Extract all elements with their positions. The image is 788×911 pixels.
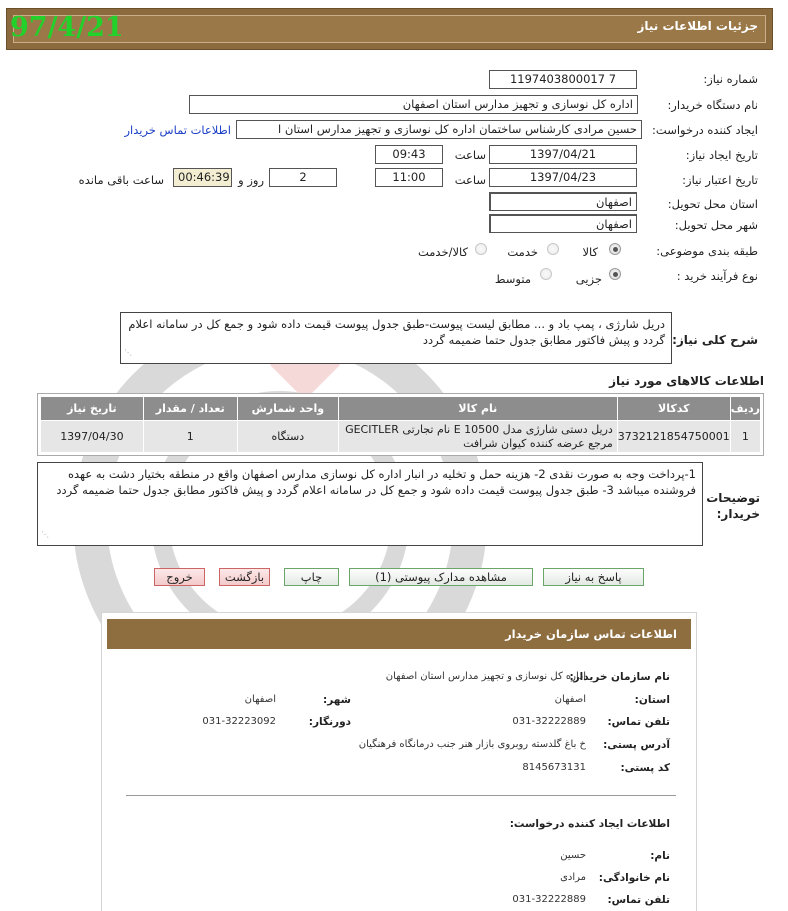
created-time-label: ساعت xyxy=(454,148,486,162)
category-radio-goods-service[interactable] xyxy=(475,243,487,255)
contact-panel-header xyxy=(107,619,691,649)
cell-qty: 1 xyxy=(143,421,237,453)
contact-fax-label: دورنگار: xyxy=(308,716,351,728)
remaining-days-field[interactable]: 2 xyxy=(269,168,337,187)
attachments-button[interactable]: مشاهده مدارک پیوستی (1) xyxy=(349,568,533,586)
contact-address-label: آدرس پستی: xyxy=(603,739,670,751)
city-label: شهر محل تحویل: xyxy=(674,218,758,232)
created-date-label: تاریخ ایجاد نیاز: xyxy=(685,148,758,162)
contact-phone-label: تلفن تماس: xyxy=(607,716,670,728)
contact-fax-value: 031-32223092 xyxy=(202,716,276,727)
requester-first-name-label: نام: xyxy=(650,850,670,862)
page-title: جزئیات اطلاعات نیاز xyxy=(637,19,758,33)
process-option-minor: جزیی xyxy=(575,272,602,286)
cell-date: 1397/04/30 xyxy=(41,421,144,453)
validity-date-field[interactable]: 1397/04/23 xyxy=(489,168,637,187)
contact-province-value: اصفهان xyxy=(554,694,586,705)
resize-grip-icon[interactable]: ⋰ xyxy=(124,348,132,357)
contact-city-label: شهر: xyxy=(323,694,351,706)
category-option-goods: کالا xyxy=(582,245,598,259)
province-field[interactable]: اصفهان xyxy=(489,192,637,211)
need-number-field[interactable]: 1197403800017 7 xyxy=(489,70,637,89)
description-label: شرح کلی نیاز: xyxy=(672,333,758,347)
validity-time-label: ساعت xyxy=(454,173,486,187)
requester-field[interactable]: حسین مرادی کارشناس ساختمان اداره کل نوسازی و تجهیز مدارس استان ا xyxy=(236,120,642,139)
cell-row: 1 xyxy=(730,421,760,453)
contact-postal-label: کد پستی: xyxy=(620,762,670,774)
reply-button[interactable]: پاسخ به نیاز xyxy=(543,568,644,586)
remaining-time-label: ساعت باقی مانده xyxy=(78,173,164,187)
buyer-notes-textarea[interactable] xyxy=(37,462,703,546)
buyer-notes-text: 1-پرداخت وجه به صورت نقدی 2- هزینه حمل و تخلیه در انبار اداره کل نوسازی مدارس اصفهان واقع در منطقه بختیار دشت به عهده فروشنده میباشد 3- طبق جدول پیوست قیمت داده شود و جمع کل در سامانه اعلام گردد و پیش فاکتور مطابق جدول حتما ضمیمه گردد xyxy=(56,467,696,497)
date-stamp: 97/4/21 xyxy=(10,12,124,43)
requester-info-title: اطلاعات ایجاد کننده درخواست: xyxy=(509,818,670,830)
buyer-contact-link[interactable]: اطلاعات تماس خریدار xyxy=(124,123,231,137)
requester-last-name-label: نام خانوادگی: xyxy=(598,872,670,884)
days-label: روز و xyxy=(238,173,264,187)
col-header-name: نام کالا xyxy=(338,397,617,421)
remaining-time-field: 00:46:39 xyxy=(173,168,232,187)
created-date-field[interactable]: 1397/04/21 xyxy=(489,145,637,164)
resize-grip-icon[interactable]: ⋰ xyxy=(41,530,49,539)
contact-postal-value: 8145673131 xyxy=(522,762,586,773)
contact-address-value: خ باغ گلدسته روبروی بازار هنر جنب درمانگاه فرهنگیان xyxy=(358,739,586,750)
description-text: دریل شارژی ، پمپ باد و ... مطابق لیست پیوست-طبق جدول پیوست قیمت داده شود و جمع کل در سامانه اعلام گردد و پیش فاکتور مطابق جدول حتما ضمیمه گردد xyxy=(128,317,665,347)
contact-org-value: اداره کل نوسازی و تجهیز مدارس استان اصفهان xyxy=(385,671,586,682)
goods-section-title: اطلاعات کالاهای مورد نیاز xyxy=(609,374,764,388)
col-header-qty: تعداد / مقدار xyxy=(143,397,237,421)
city-field[interactable]: اصفهان xyxy=(489,214,637,233)
buyer-org-field[interactable]: اداره کل نوسازی و تجهیز مدارس استان اصفهان xyxy=(189,95,638,114)
col-header-row: ردیف xyxy=(730,397,760,421)
back-button[interactable]: بازگشت xyxy=(219,568,270,586)
col-header-unit: واحد شمارش xyxy=(237,397,338,421)
process-radio-medium[interactable] xyxy=(540,268,552,280)
col-header-date: تاریخ نیاز xyxy=(41,397,144,421)
process-option-medium: متوسط xyxy=(494,272,531,286)
created-time-field[interactable]: 09:43 xyxy=(375,145,443,164)
province-label: استان محل تحویل: xyxy=(667,197,758,211)
requester-first-name-value: حسین xyxy=(560,850,586,861)
process-label: نوع فرآیند خرید : xyxy=(676,269,758,283)
contact-org-label: نام سازمان خریدار: xyxy=(569,671,670,683)
print-button[interactable]: چاپ xyxy=(284,568,339,586)
cell-name xyxy=(338,421,617,453)
buyer-notes-label: توضیحات خریدار: xyxy=(706,491,760,521)
validity-time-field[interactable]: 11:00 xyxy=(375,168,443,187)
category-radio-service[interactable] xyxy=(547,243,559,255)
contact-province-label: استان: xyxy=(634,694,670,706)
category-option-service: خدمت xyxy=(507,245,538,259)
cell-code: 3732121854750001 xyxy=(617,421,730,453)
table-row[interactable] xyxy=(41,421,761,453)
description-textarea[interactable] xyxy=(120,312,672,364)
contact-panel-title: اطلاعات تماس سازمان خریدار xyxy=(505,627,677,641)
contact-phone-value: 031-32222889 xyxy=(512,716,586,727)
requester-last-name-value: مرادی xyxy=(560,872,586,883)
contact-panel xyxy=(101,612,697,911)
goods-table xyxy=(40,396,761,453)
exit-button[interactable]: خروج xyxy=(154,568,205,586)
cell-name-line2: مرجع عرضه کننده کیوان شرافت xyxy=(463,436,613,450)
requester-phone-value: 031-32222889 xyxy=(512,894,586,905)
category-label: طبقه بندی موضوعی: xyxy=(656,244,758,258)
need-number-label: شماره نیاز: xyxy=(703,72,758,86)
process-radio-minor[interactable] xyxy=(609,268,621,280)
validity-date-label: تاریخ اعتبار نیاز: xyxy=(682,173,758,187)
category-option-goods-service: کالا/خدمت xyxy=(417,245,468,259)
requester-phone-label: تلفن تماس: xyxy=(607,894,670,906)
contact-divider xyxy=(126,795,676,796)
col-header-code: کدکالا xyxy=(617,397,730,421)
category-radio-goods[interactable] xyxy=(609,243,621,255)
contact-city-value: اصفهان xyxy=(244,694,276,705)
buyer-org-label: نام دستگاه خریدار: xyxy=(667,98,758,112)
goods-table-container xyxy=(37,393,764,456)
requester-label: ایجاد کننده درخواست: xyxy=(652,123,758,137)
cell-name-line1: دریل دستی شارژی مدل E 10500 نام تجارتی GECITLER xyxy=(345,422,613,436)
cell-unit: دستگاه xyxy=(237,421,338,453)
